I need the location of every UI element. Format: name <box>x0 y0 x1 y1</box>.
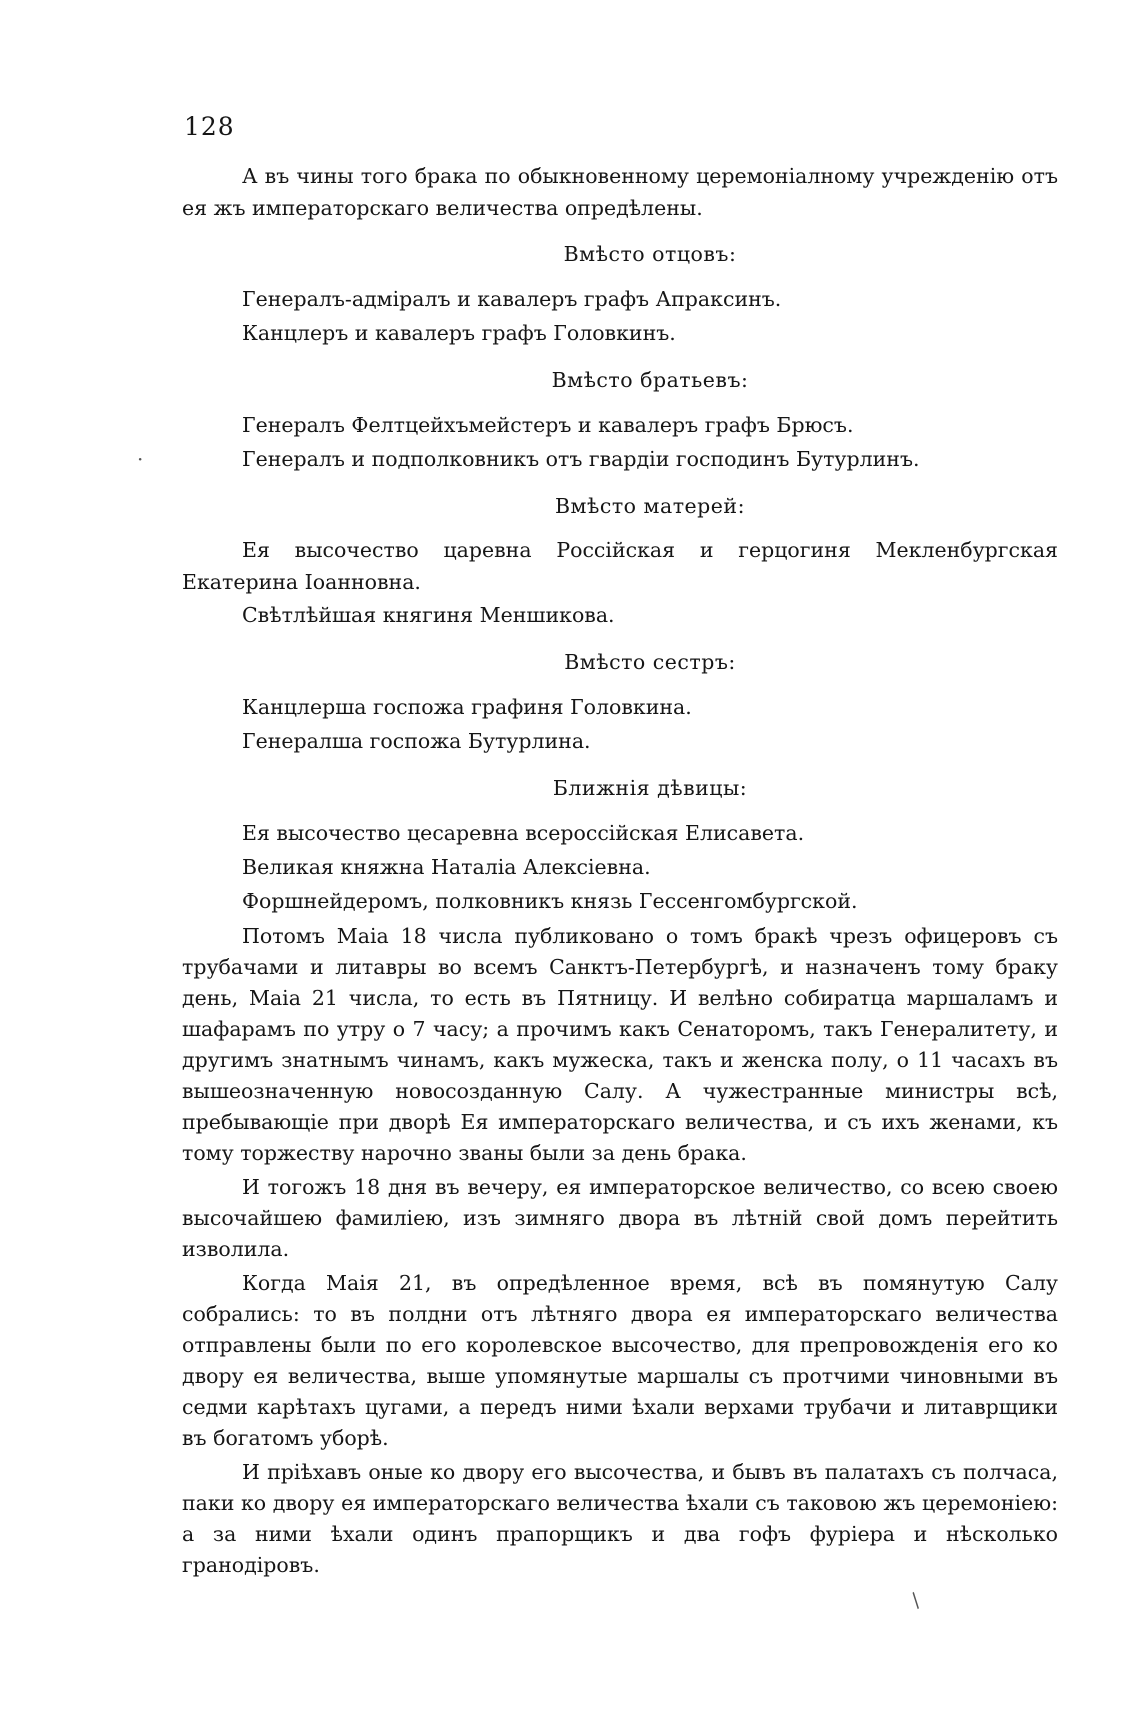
list-item: Форшнейдеромъ, полковникъ князь Гессенгомбургской. <box>242 889 858 913</box>
body-paragraph: И пріѣхавъ оные ко двору его высочества, и бывъ въ палатахъ съ полчаса, паки ко двору ея императорскаго величества ѣхали съ таковою жъ церемоніею: а за ними ѣхали одинъ прапорщикъ и два гофъ фуріера и нѣсколько гранодіровъ. <box>182 1460 1058 1577</box>
list-item: Канцлерша госпожа графиня Головкина. <box>242 695 692 719</box>
page-number: 128 <box>184 112 235 141</box>
margin-speck: · <box>137 447 144 471</box>
section-heading-brothers: Вмѣсто братьевъ: <box>551 368 749 392</box>
pencil-mark: / <box>905 1588 926 1612</box>
list-item: Великая княжна Наталіа Алексіевна. <box>242 855 651 879</box>
body-paragraph: Потомъ Маіа 18 числа публиковано о томъ бракѣ чрезъ офицеровъ съ трубачами и литавры во всемъ Санктъ-Петербургѣ, и назначенъ тому браку день, Маіа 21 числа, то есть въ Пятницу. И велѣно собиратца маршаламъ и шафарамъ по утру о 7 часу; а прочимъ какъ Сенаторомъ, такъ Генералитету, и другимъ знатнымъ чинамъ, какъ мужеска, такъ и женска полу, о 11 часахъ въ вышеозначенную новосозданную Салу. А чужестранные министры всѣ, пребывающіе при дворѣ Ея императорскаго величества, и съ ихъ женами, къ тому торжеству нарочно званы были за день брака. <box>182 924 1058 1165</box>
section-heading-maidens: Ближнія дѣвицы: <box>552 776 748 800</box>
body-paragraph: Когда Маія 21, въ опредѣленное время, всѣ въ помянутую Салу собрались: то въ полдни отъ лѣтняго двора ея императорскаго величества отправлены были по его королевское высочество, для препровожденія его ко двору ея величества, выше упомянутые маршалы съ протчими чиновными въ седми карѣтахъ цугами, а передъ ними ѣхали верхами трубачи и литаврщики въ богатомъ уборѣ. <box>182 1271 1058 1450</box>
list-item: Канцлеръ и кавалеръ графъ Головкинъ. <box>242 321 676 345</box>
body-paragraph: И тогожъ 18 дня въ вечеру, ея императорское величество, со всею своею высочайшею фамиліею, изъ зимняго двора въ лѣтній свой домъ перейтить изволила. <box>182 1175 1058 1261</box>
section-heading-fathers: Вмѣсто отцовъ: <box>563 242 737 266</box>
list-item: Генералъ и подполковникъ отъ гвардіи господинъ Бутурлинъ. <box>242 447 920 471</box>
list-item: Ея высочество царевна Россійская и герцогиня Мекленбургская Екатерина Іоанновна. <box>182 538 1058 594</box>
list-item: Свѣтлѣйшая княгиня Меншикова. <box>242 603 615 627</box>
page-text <box>182 160 1058 1581</box>
list-item: Ея высочество цесаревна всероссійская Елисавета. <box>242 821 805 845</box>
section-heading-mothers: Вмѣсто матерей: <box>554 494 746 518</box>
list-item: Генералъ Фелтцейхъмейстеръ и кавалеръ графъ Брюсъ. <box>242 413 854 437</box>
intro-paragraph: А въ чины того брака по обыкновенному церемоніалному учрежденію отъ ея жъ императорскаго величества опредѣлены. <box>182 164 1058 220</box>
list-item: Генералша госпожа Бутурлина. <box>242 729 591 753</box>
section-heading-sisters: Вмѣсто сестръ: <box>564 650 736 674</box>
list-item: Генералъ-адміралъ и кавалеръ графъ Апраксинъ. <box>242 287 782 311</box>
